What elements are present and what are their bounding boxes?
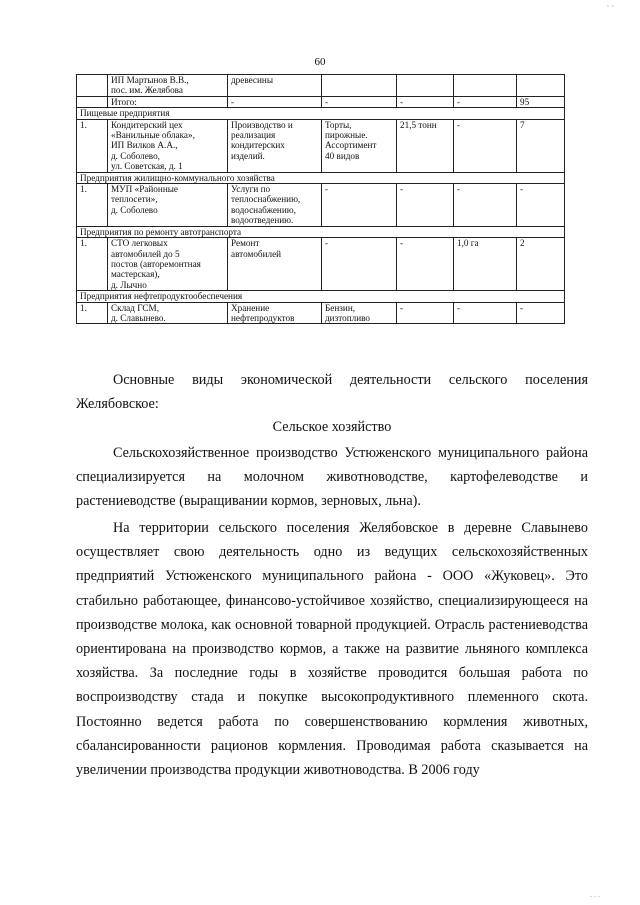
table-cell: - [397, 184, 454, 227]
table-cell: Бензин, дизтопливо [322, 302, 397, 324]
table-cell: - [454, 302, 517, 324]
table-cell: ИП Мартынов В.В., пос. им. Желябова [108, 75, 228, 97]
table-section-row [77, 226, 565, 237]
table-cell: - [397, 96, 454, 107]
table-row [77, 302, 565, 324]
bottom-scan-mark: . . . [590, 890, 600, 899]
table-cell: 7 [517, 119, 565, 172]
table-cell [454, 75, 517, 97]
table-cell: - [454, 184, 517, 227]
table-cell [77, 75, 108, 97]
table-cell: 1,0 га [454, 238, 517, 291]
table-row [77, 119, 565, 172]
table-cell: 21,5 тонн [397, 119, 454, 172]
table-row [77, 184, 565, 227]
table-cell: Кондитерский цех «Ванильные облака», ИП Вилков А.А., д. Соболево, ул. Советская, д. 1 [108, 119, 228, 172]
table-cell: 1. [77, 119, 108, 172]
table-cell: - [517, 184, 565, 227]
paragraph-3: На территории сельского поселения Желябовское в деревне Славынево осуществляет свою деятельность одно из ведущих сельскохозяйственных предприятий Устюженского муниципального района - ООО «Жуковец». Это стабильно работающее, финансово-устойчивое хозяйство, специализирующееся на производстве молока, как основной товарной продукцией. Отрасль растениеводства ориентирована на производство кормов, а также на развитие льняного комплекса хозяйства. За последние годы в хозяйстве проводится большая работа по воспроизводству стада и покупке высокопродуктивного племенного скота. Постоянно ведется работа по совершенствованию кормления животных, сбалансированности рационов кормления. Проводимая работа сказывается на увеличении производства продукции животноводства. В 2006 году [76, 520, 588, 779]
table-row [77, 75, 565, 97]
table-cell: 2 [517, 238, 565, 291]
enterprise-table [76, 74, 565, 324]
table-cell [77, 96, 108, 107]
table-cell: - [322, 184, 397, 227]
section-label: Предприятия жилищно-коммунального хозяйства [77, 172, 565, 183]
table-cell: - [322, 96, 397, 107]
table-cell: Итого: [108, 96, 228, 107]
table-cell: Производство и реализация кондитерских изделий. [228, 119, 322, 172]
table-cell: - [517, 302, 565, 324]
table-section-row [77, 291, 565, 302]
table-cell: - [397, 238, 454, 291]
paragraph-2: Сельскохозяйственное производство Устюженского муниципального района специализируется на молочном животноводстве, картофелеводстве и растениеводстве (выращивании кормов, зерновых, льна). [76, 445, 588, 510]
table-section-row [77, 172, 565, 183]
table-cell [517, 75, 565, 97]
table-cell: 1. [77, 238, 108, 291]
table-cell: 1. [77, 184, 108, 227]
table-cell: - [454, 119, 517, 172]
section-label: Предприятия нефтепродуктообеспечения [77, 291, 565, 302]
table-cell: СТО легковых автомобилей до 5 постов (авторемонтная мастерская), д. Лычно [108, 238, 228, 291]
table-cell: Ремонт автомобилей [228, 238, 322, 291]
table-cell: Склад ГСМ, д. Славынево. [108, 302, 228, 324]
table-section-row [77, 108, 565, 119]
table-cell: - [454, 96, 517, 107]
table-cell: Торты, пирожные. Ассортимент 40 видов [322, 119, 397, 172]
table-cell [397, 75, 454, 97]
table-cell: МУП «Районные теплосети», д. Соболево [108, 184, 228, 227]
table-cell: - [397, 302, 454, 324]
table-cell: древесины [228, 75, 322, 97]
table-row [77, 96, 565, 107]
table-cell: Услуги по теплоснабжению, водоснабжению, водоотведению. [228, 184, 322, 227]
section-label: Пищевые предприятия [77, 108, 565, 119]
table-row [77, 238, 565, 291]
table-cell: 95 [517, 96, 565, 107]
table-cell: 1. [77, 302, 108, 324]
section-label: Предприятия по ремонту автотранспорта [77, 226, 565, 237]
table-cell: Хранение нефтепродуктов [228, 302, 322, 324]
page-number: 60 [314, 56, 326, 68]
table-cell [322, 75, 397, 97]
paragraph-intro: Основные виды экономической деятельности сельского поселения Желябовское: [76, 372, 588, 413]
table-cell: - [322, 238, 397, 291]
table-cell: - [228, 96, 322, 107]
section-heading: Сельское хозяйство [272, 419, 392, 435]
corner-scan-mark: · · [606, 2, 614, 11]
